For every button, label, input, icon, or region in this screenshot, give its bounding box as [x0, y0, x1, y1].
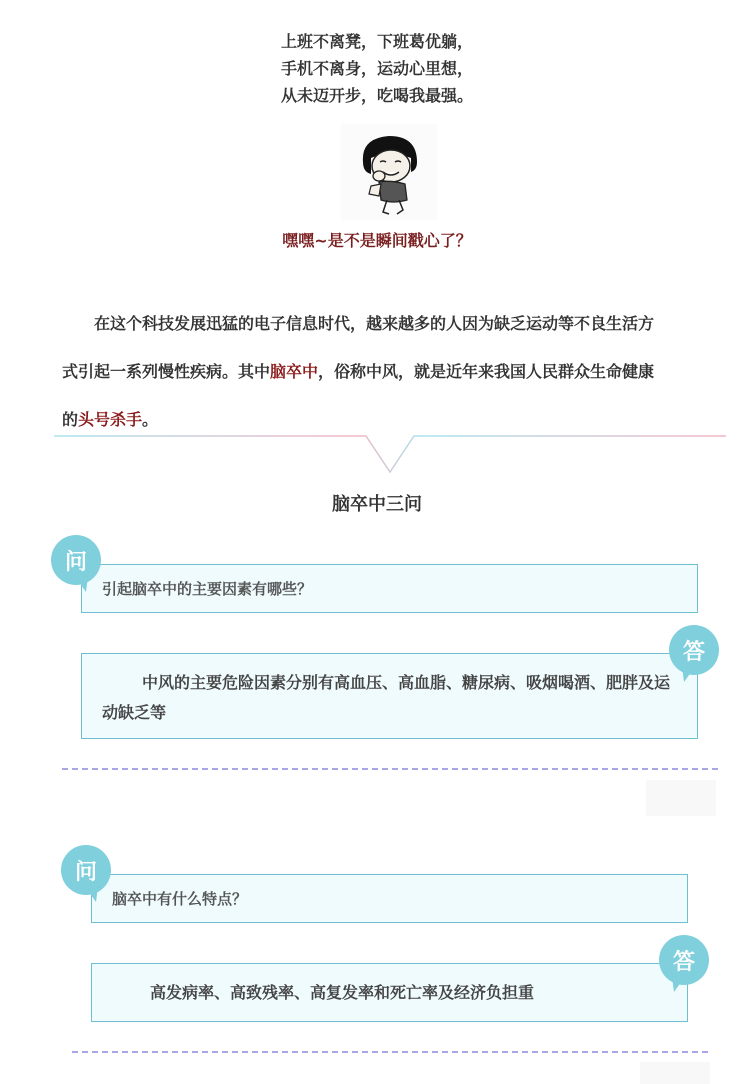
intro-text: 。 — [142, 410, 159, 429]
question-badge-label: 问 — [64, 549, 87, 575]
intro-poem — [0, 28, 754, 109]
highlight-top-killer: 头号杀手 — [78, 410, 143, 429]
answer-box-1 — [81, 653, 698, 739]
intro-line-1: 在这个科技发展迅猛的电子信息时代，越来越多的人因为缺乏运动等不良生活方 — [94, 314, 655, 333]
question-badge-2 — [60, 844, 116, 906]
poem-line: 手机不离身，运动心里想， — [280, 59, 473, 78]
question-text-2: 脑卒中有什么特点？ — [112, 890, 248, 908]
intro-text: 的 — [62, 410, 79, 429]
poem-line: 上班不离凳，下班葛优躺， — [280, 32, 473, 51]
answer-badge-label: 答 — [682, 639, 705, 665]
answer-text-2: 高发病率、高致残率、高复发率和死亡率及经济负担重 — [150, 983, 535, 1002]
question-box-1 — [81, 564, 698, 613]
question-text-1: 引起脑卒中的主要因素有哪些？ — [102, 580, 313, 598]
intro-line-2 — [62, 348, 722, 396]
punchline: 嘿嘿~是不是瞬间戳心了？ — [282, 231, 472, 250]
ghost-block — [646, 780, 716, 816]
answer-badge-2 — [656, 934, 712, 996]
question-badge-1 — [50, 534, 106, 596]
section-divider — [54, 430, 726, 478]
highlight-stroke: 脑卒中 — [270, 362, 319, 381]
section-title: 脑卒中三问 — [332, 494, 422, 515]
answer-badge-1 — [666, 624, 722, 686]
ghost-block — [640, 1062, 710, 1084]
answer-text-1: 中风的主要危险因素分别有高血压、高血脂、糖尿病、吸烟喝酒、肥胖及运动缺乏等 — [102, 673, 671, 722]
intro-paragraph — [62, 300, 722, 444]
answer-badge-label: 答 — [672, 949, 695, 975]
meme-face-icon — [341, 124, 437, 220]
intro-text: 式引起一系列慢性疾病。其中 — [62, 362, 271, 381]
question-box-2 — [91, 874, 688, 923]
dashed-separator — [62, 768, 718, 770]
intro-text: ，俗称中风，就是近年来我国人民群众生命健康 — [318, 362, 655, 381]
dashed-separator — [72, 1051, 708, 1053]
poem-line: 从未迈开步，吃喝我最强。 — [280, 86, 473, 105]
question-badge-label: 问 — [74, 859, 97, 885]
answer-box-2 — [91, 963, 688, 1022]
